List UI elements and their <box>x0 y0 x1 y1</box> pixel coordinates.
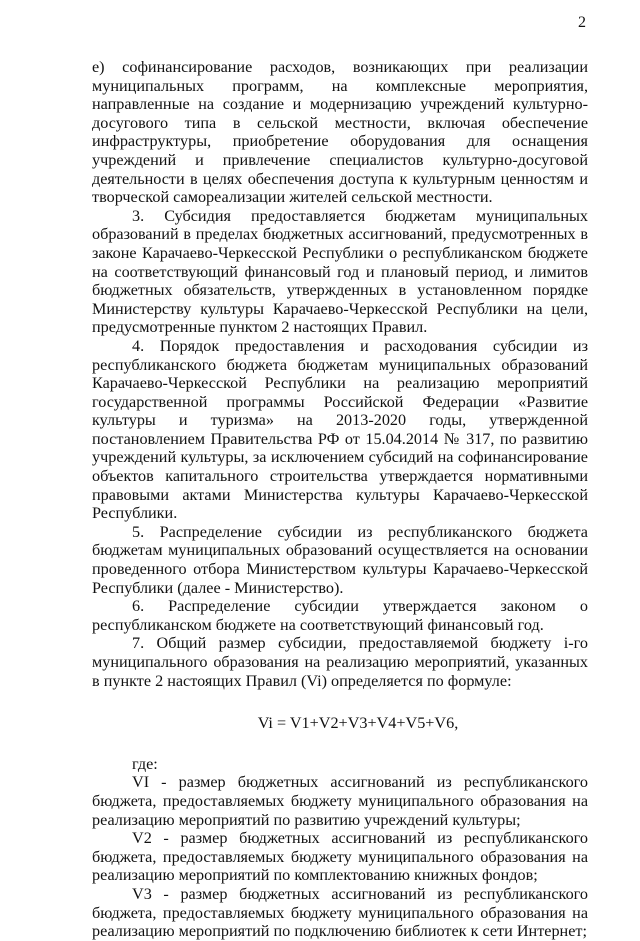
paragraph-3: 3. Субсидия предоставляется бюджетам муниципальных образований в пределах бюджетных ассигнований, предусмотренных в законе Карачаево-Черкесской Республики о республиканском бюджете на соответствующий финансовый год и плановый период, и лимитов бюджетных обязательств, утвержденных в установленном порядке Министерству культуры Карачаево-Черкесской Республики на цели, предусмотренные пунктом 2 настоящих Правил. <box>92 206 588 337</box>
definition-v1: VI - размер бюджетных ассигнований из республиканского бюджета, предоставляемых бюджету муниципального образования на реализацию мероприятий по развитию учреждений культуры; <box>92 773 588 829</box>
page-number: 2 <box>578 14 586 31</box>
formula-where-label: где: <box>132 754 158 773</box>
paragraph-6: 6. Распределение субсидии утверждается законом о республиканском бюджете на соответствующий финансовый год. <box>92 597 588 634</box>
paragraph-4: 4. Порядок предоставления и расходования субсидии из республиканского бюджета бюджетам муниципальных образований Карачаево-Черкесской Республики на реализацию мероприятий государственной программы Российской Федерации «Развитие культуры и туризма» на 2013-2020 годы, утвержденной постановлением Правительства РФ от 15.04.2014 № 317, по развитию учреждений культуры, за исключением субсидий на софинансирование объектов капитального строительства утверждается нормативными правовыми актами Министерства культуры Карачаево-Черкесской Республики. <box>92 336 588 523</box>
paragraph-7: 7. Общий размер субсидии, предоставляемой бюджету i-го муниципального образования на реализацию мероприятий, указанных в пункте 2 настоящих Правил (Vi) определяется по формуле: <box>92 634 588 690</box>
paragraph-5: 5. Распределение субсидии из республиканского бюджета бюджетам муниципальных образований осуществляется на основании проведенного отбора Министерством культуры Карачаево-Черкесской Республики (далее - Министерство). <box>92 522 588 597</box>
formula: Vi = V1+V2+V3+V4+V5+V6, <box>257 714 459 733</box>
paragraph-item-e: е) софинансирование расходов, возникающих при реализации муниципальных программ, на комплексные мероприятия, направленные на создание и модернизацию учреждений культурно-досугового типа в сельской местности, включая обеспечение инфраструктуры, приобретение оборудования для оснащения учреждений и привлечение специалистов культурно-досуговой деятельности в целях обеспечения доступа к культурным ценностям и творческой самореализации жителей сельской местности. <box>92 58 588 207</box>
document-body <box>92 58 588 941</box>
definition-v3: V3 - размер бюджетных ассигнований из республиканского бюджета, предоставляемых бюджету муниципального образования на реализацию мероприятий по подключению библиотек к сети Интернет; <box>92 884 588 941</box>
definition-v2: V2 - размер бюджетных ассигнований из республиканского бюджета, предоставляемых бюджету муниципального образования на реализацию мероприятий по комплектованию книжных фондов; <box>92 829 588 885</box>
